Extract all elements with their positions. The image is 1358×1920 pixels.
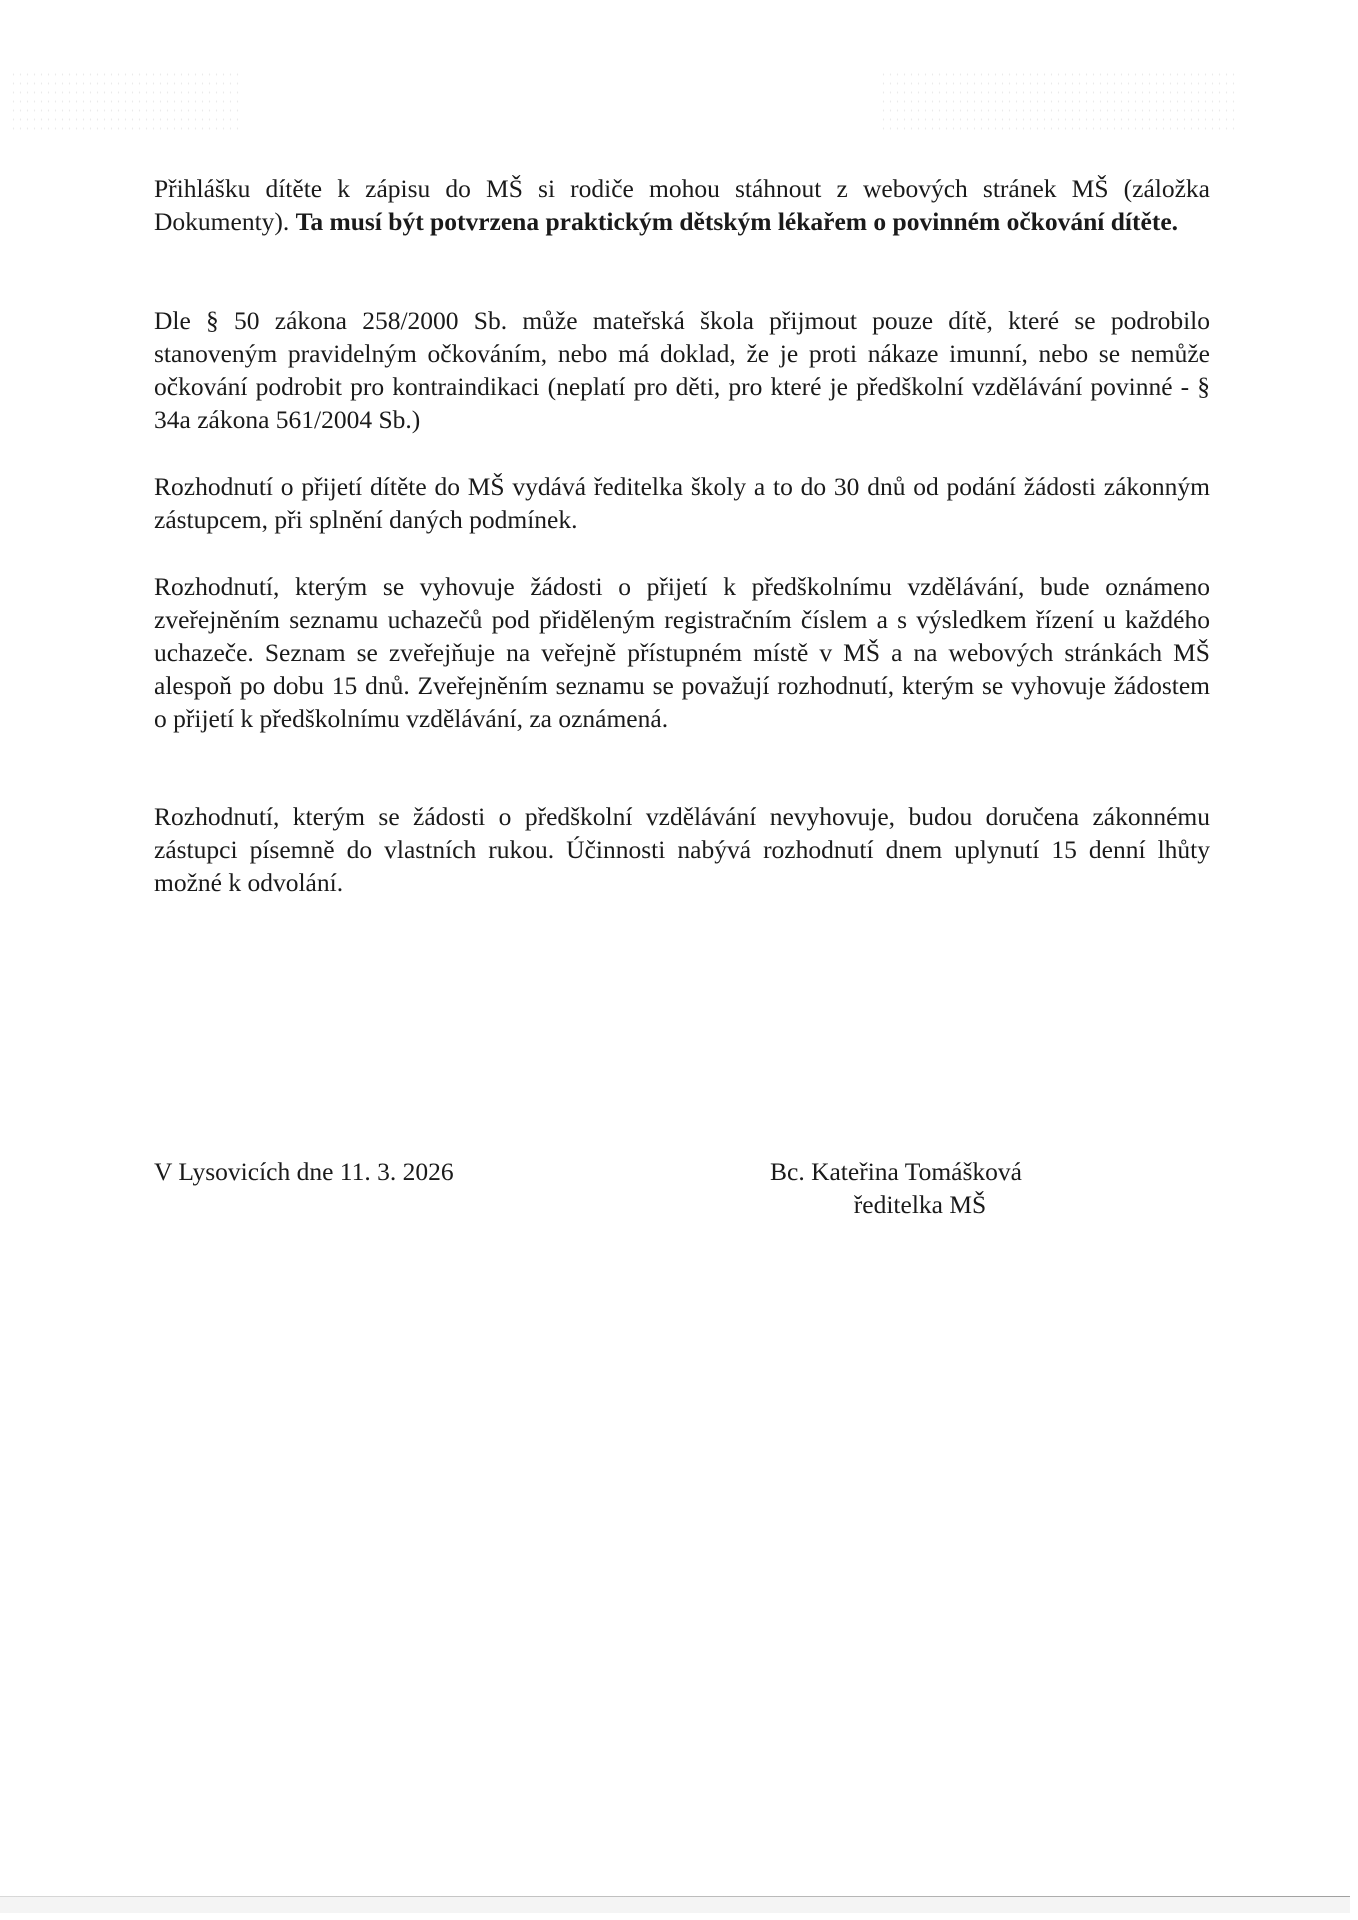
scan-artifact <box>10 70 240 130</box>
paragraph-bold-text: Ta musí být potvrzena praktickým dětským lékařem o povinném očkování dítěte. <box>295 207 1179 236</box>
paragraph-decision-announcement: Rozhodnutí, kterým se vyhovuje žádosti o přijetí k předškolnímu vzdělávání, bude oznámeno zveřejněním seznamu uchazečů pod přiděleným registračním číslem a s výsledkem řízení u každého uchazeče. Seznam se zveřejňuje na veřejně přístupném místě v MŠ a na webových stránkách MŠ alespoň po dobu 15 dnů. Zveřejněním seznamu se považují rozhodnutí, kterým se vyhovuje žádostem o přijetí k předškolnímu vzdělávání, za oznámená. <box>154 572 1210 733</box>
paragraph-text: Přihlášku dítěte k zápisu do MŠ si rodiče mohou stáhnout z webových stránek MŠ (záložka Dokumenty). <box>154 174 1210 236</box>
signatory-name: Bc. Kateřina Tomášková <box>770 1157 1022 1186</box>
signatory-role: ředitelka MŠ <box>853 1190 987 1219</box>
paragraph-vaccination-law: Dle § 50 zákona 258/2000 Sb. může mateřská škola přijmout pouze dítě, které se podrobilo stanoveným pravidelným očkováním, nebo má doklad, že je proti nákaze imunní, nebo se nemůže očkování podrobit pro kontraindikaci (neplatí pro děti, pro které je předškolní vzdělávání povinné - § 34a zákona 561/2004 Sb.) <box>154 306 1210 434</box>
paragraph-rejection-delivery: Rozhodnutí, kterým se žádosti o předškolní vzdělávání nevyhovuje, budou doručena zákonnému zástupci písemně do vlastních rukou. Účinnosti nabývá rozhodnutí dnem uplynutí 15 denní lhůty možné k odvolání. <box>154 802 1210 897</box>
paragraph-admission-decision: Rozhodnutí o přijetí dítěte do MŠ vydává ředitelka školy a to do 30 dnů od podání žádosti zákonným zástupcem, při splnění daných podmínek. <box>154 472 1210 534</box>
scan-artifact <box>880 70 1240 130</box>
signature-block <box>770 1155 1070 1221</box>
scan-bottom-shade <box>0 1897 1350 1913</box>
paragraph-application-form <box>154 172 1210 238</box>
place-and-date: V Lysovicích dne 11. 3. 2026 <box>154 1157 454 1186</box>
